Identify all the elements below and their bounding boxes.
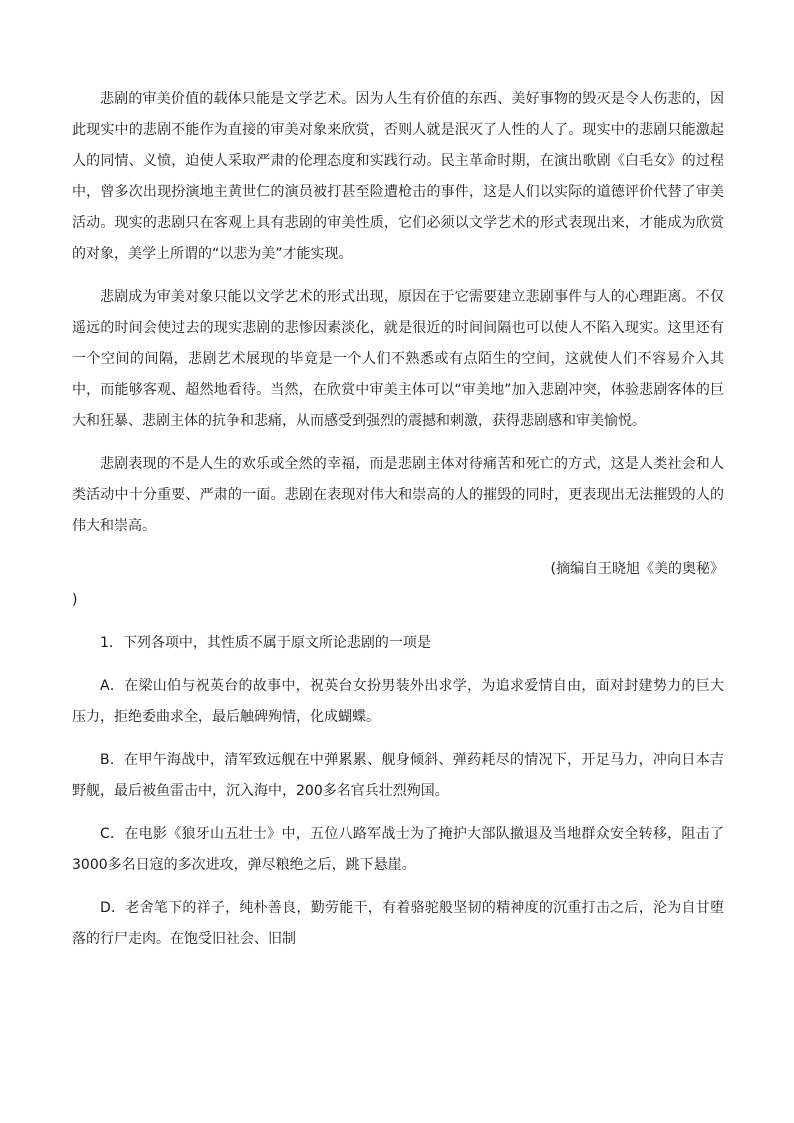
question-stem: 1．下列各项中，其性质不属于原文所论悲剧的一项是 xyxy=(100,635,431,651)
article-paragraph-3: 悲剧表现的不是人生的欢乐或全然的幸福，而是悲剧主体对待痛苦和死亡的方式，这是人类社会和人类活动中十分重要、严肃的一面。悲剧在表现对伟大和崇高的人的摧毁的同时，更表现出无法摧毁的人的伟大和崇高。 xyxy=(72,456,724,534)
article-source-tail: ) xyxy=(72,592,78,608)
option-b: B．在甲午海战中，清军致远舰在中弹累累、舰身倾斜、弹药耗尽的情况下，开足马力，冲向日本吉野舰，最后被鱼雷击中，沉入海中，200多名官兵壮烈殉国。 xyxy=(72,752,724,799)
option-d: D．老舍笔下的祥子，纯朴善良，勤劳能干，有着骆驼般坚韧的精神度的沉重打击之后，沦为自甘堕落的行尸走肉。在饱受旧社会、旧制 xyxy=(72,900,724,947)
option-c: C．在电影《狼牙山五壮士》中，五位八路军战士为了掩护大部队撤退及当地群众安全转移，阻击了3000多名日寇的多次进攻，弹尽粮绝之后，跳下悬崖。 xyxy=(72,826,724,873)
option-a: A．在梁山伯与祝英台的故事中，祝英台女扮男装外出求学，为追求爱情自由，面对封建势力的巨大压力，拒绝委曲求全，最后触碑殉情，化成蝴蝶。 xyxy=(72,678,724,725)
article-paragraph-1: 悲剧的审美价值的载体只能是文学艺术。因为人生有价值的东西、美好事物的毁灭是令人伤悲的，因此现实中的悲剧不能作为直接的审美对象来欣赏，否则人就是泯灭了人性的人了。现实中的悲剧只能激起人的同情、义愤，迫使人采取严肃的伦理态度和实践行动。民主革命时期，在演出歌剧《白毛女》的过程中，曾多次出现扮演地主黄世仁的演员被打甚至险遭枪击的事件，这是人们以实际的道德评价代替了审美活动。现实的悲剧只在客观上具有悲剧的审美性质，它们必须以文学艺术的形式表现出来，才能成为欣赏的对象，美学上所谓的“以悲为美”才能实现。 xyxy=(72,91,724,262)
document-page xyxy=(72,84,724,967)
article-paragraph-2: 悲剧成为审美对象只能以文学艺术的形式出现，原因在于它需要建立悲剧事件与人的心理距离。不仅遥远的时间会使过去的现实悲剧的悲惨因素淡化，就是很近的时间间隔也可以使人不陷入现实。这里还有一个空间的间隔，悲剧艺术展现的毕竟是一个人们不熟悉或有点陌生的空间，这就使人们不容易介入其中，而能够客观、超然地看待。当然，在欣赏中审美主体可以“审美地”加入悲剧冲突，体验悲剧客体的巨大和狂暴、悲剧主体的抗争和悲痛，从而感受到强烈的震撼和刺激，获得悲剧感和审美愉悦。 xyxy=(72,289,724,429)
article-source: (摘编自王晓旭《美的奥秘》 xyxy=(550,561,724,577)
